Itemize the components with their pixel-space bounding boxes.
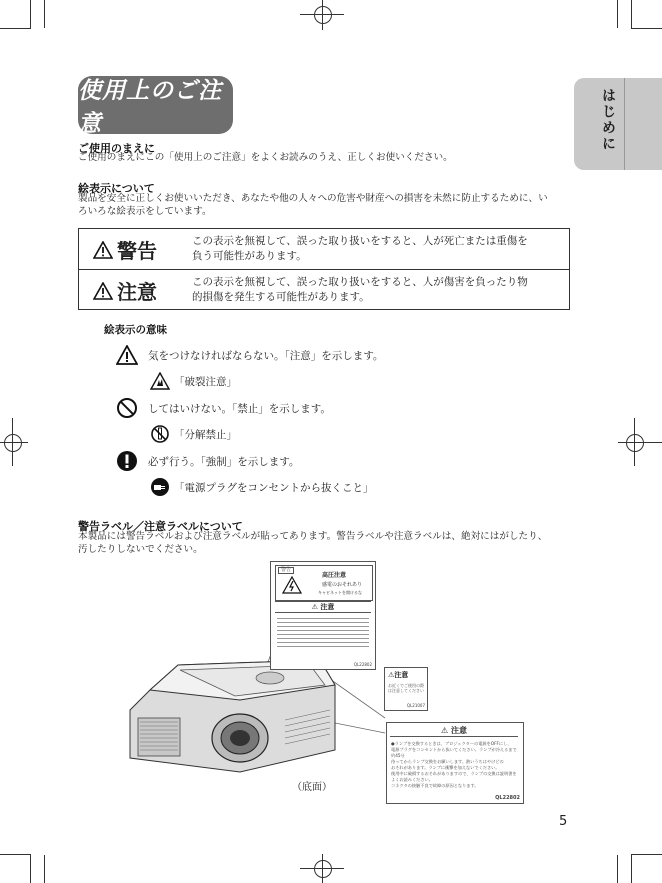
warning-label-text: 警告 — [117, 239, 157, 263]
bottom-caution-line: コネクタの接触不良で故障の原因となります。 — [391, 783, 479, 788]
small-caution-header: ⚠注意 — [388, 671, 409, 679]
label-caution-header: ⚠ 注意 — [275, 601, 371, 613]
crop-mark — [617, 855, 618, 883]
registration-mark — [4, 434, 22, 452]
bottom-caution-card — [386, 722, 524, 804]
section-heading: ご使用のまえに — [78, 142, 155, 155]
registration-mark — [322, 0, 323, 30]
registration-mark — [0, 442, 28, 443]
caution-label-text: 注意 — [117, 280, 157, 304]
symbol-text: 「破裂注意」 — [174, 375, 237, 388]
label-high-voltage: 高圧注意 — [322, 572, 347, 579]
warning-row — [79, 229, 569, 269]
registration-mark — [626, 434, 644, 452]
bottom-caution-text: 注意 — [450, 726, 467, 735]
registration-mark — [618, 442, 662, 443]
section-body: ろいろな絵表示をしています。 — [78, 206, 212, 217]
section-heading: 警告ラベル／注意ラベルについて — [78, 520, 243, 533]
crop-mark — [44, 855, 45, 883]
page-title: 使用上のご注意 — [78, 76, 233, 134]
page-number: 5 — [559, 814, 568, 829]
prohibition-icon — [116, 397, 138, 419]
crop-mark — [44, 0, 45, 28]
warning-label — [93, 235, 157, 264]
symbol-row — [116, 450, 299, 472]
crop-mark — [617, 0, 618, 28]
symbol-row — [150, 371, 237, 391]
registration-mark — [300, 14, 344, 15]
warning-text — [192, 234, 562, 264]
warning-text-line: この表示を無視して、誤った取り扱いをすると、人が死亡または重傷を — [192, 235, 528, 247]
small-caution-code: QL21007 — [406, 703, 425, 708]
crop-mark — [631, 28, 662, 29]
section-body: 本製品には警告ラベルおよび注意ラベルが貼ってあります。警告ラベルや注意ラベルは、絶対にはがしたり、 — [78, 531, 548, 542]
symbol-text: してはいけない。「禁止」を示します。 — [148, 402, 331, 415]
registration-mark — [314, 860, 332, 878]
bottom-caution-code: QL22802 — [495, 795, 520, 801]
mandatory-icon — [116, 450, 138, 472]
caution-label — [93, 276, 157, 305]
illustration-caption: （底面） — [292, 782, 332, 793]
side-tab — [574, 78, 662, 170]
symbol-text: 必ず行う。「強制」を示します。 — [148, 455, 300, 468]
label-warning-box — [275, 565, 373, 601]
caution-row — [79, 269, 569, 310]
electric-shock-icon — [282, 576, 302, 594]
bottom-caution-line: 電源プラグをコンセントから抜いてください。ランプが冷えるまで約45分 — [391, 747, 517, 758]
label-caution-text: 注意 — [320, 603, 335, 611]
small-caution-body: お近くでご使用の際は注意してください — [388, 683, 424, 693]
registration-mark — [300, 868, 344, 869]
bottom-caution-line: おそれがあります。ランプに衝撃を加えないでください。 — [391, 765, 500, 770]
section-heading: 絵表示について — [78, 182, 155, 195]
symbol-text: 「分解禁止」 — [174, 428, 237, 441]
unplug-icon — [150, 477, 170, 497]
bottom-caution-line: 使用中に破損するおそれがありますので、ランプの交換は説明書をよくお読みください。 — [391, 771, 517, 782]
symbol-text: 「電源プラグをコンセントから抜くこと」 — [174, 481, 374, 494]
warning-text-line: 負う可能性があります。 — [192, 250, 307, 262]
crop-mark — [30, 855, 31, 883]
warning-triangle-icon — [116, 344, 138, 366]
section-body: 汚したりしないでください。 — [78, 544, 203, 555]
label-warning-tag: 警告 — [278, 567, 294, 574]
label-shock: 感電のおそれあり — [322, 582, 363, 588]
caution-text-line: この表示を無視して、誤った取り扱いをすると、人が傷害を負ったり物 — [192, 276, 528, 288]
warning-triangle-icon — [93, 282, 113, 300]
symbol-text: 気をつけなければならない。「注意」を示します。 — [148, 349, 384, 362]
section-body: 製品を安全に正しくお使いいただき、あなたや他の人々への危害や財産への損害を未然に防止するために、い — [78, 193, 548, 204]
explosion-caution-icon — [150, 371, 170, 391]
bottom-caution-line: ●ランプを交換するときは、プロジェクターの電源をOFFにし、 — [391, 741, 512, 746]
bottom-caution-line: 待ってからランプ交換をお願いします。熱いうちはやけどの — [391, 759, 504, 764]
small-caution-text: 注意 — [394, 671, 409, 679]
label-cabinet: キャビネットを開けるな — [318, 590, 362, 595]
no-disassembly-icon — [150, 424, 170, 444]
warning-triangle-icon — [93, 241, 113, 259]
registration-mark — [314, 6, 332, 24]
label-body-lines — [277, 615, 369, 650]
crop-mark — [0, 854, 31, 855]
crop-mark — [0, 28, 31, 29]
side-tab-divider — [624, 78, 625, 170]
label-code: QL22802 — [353, 662, 372, 667]
warning-table — [78, 228, 570, 310]
crop-mark — [30, 0, 31, 28]
small-caution-card — [384, 667, 428, 711]
caution-text-line: 的損傷を発生する可能性があります。 — [192, 291, 370, 303]
crop-mark — [631, 855, 632, 883]
crop-mark — [631, 0, 632, 28]
symbol-row — [150, 477, 374, 497]
bottom-caution-header: ⚠ 注意 — [390, 725, 518, 737]
side-tab-label: はじめに — [600, 88, 616, 152]
warning-label-card — [270, 561, 376, 670]
symbols-heading: 絵表示の意味 — [104, 324, 167, 336]
symbol-row — [116, 397, 331, 419]
caution-text — [192, 275, 562, 305]
symbol-row — [150, 424, 237, 444]
symbol-row — [116, 344, 383, 366]
section-body: ご使用のまえにこの「使用上のご注意」をよくお読みのうえ、正しくお使いください。 — [78, 152, 453, 163]
crop-mark — [631, 854, 662, 855]
bottom-caution-body — [391, 741, 519, 789]
